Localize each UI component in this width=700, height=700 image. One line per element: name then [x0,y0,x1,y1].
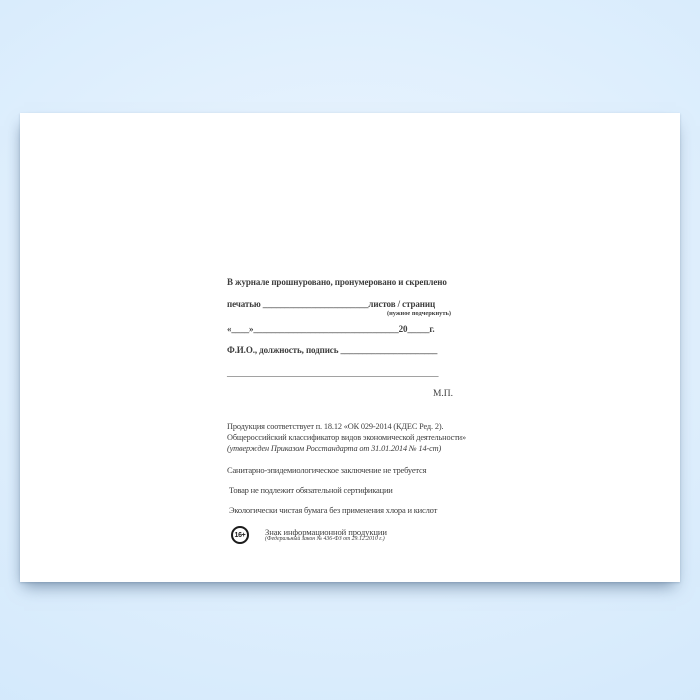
eco-paper-line: Экологически чистая бумага без применения хлора и кислот [229,505,438,515]
underline-as-needed-note: (нужное подчеркнуть) [387,310,451,317]
age-rating-text: 16+ [234,531,246,539]
binding-statement-line: В журнале прошнуровано, пронумеровано и скреплено [227,277,447,287]
name-position-signature-line: Ф.И.О., должность, подпись ______________________ [227,345,438,355]
certification-line: Товар не подлежит обязательной сертификации [229,485,393,495]
age-rating-16plus-icon [231,526,249,544]
information-product-mark-label: Знак информационной продукции [265,527,387,537]
stamp-place-label: М.П. [432,389,453,399]
federal-law-reference: (Федеральный закон № 436-ФЗ от 29.12.2010 г.) [265,536,385,542]
compliance-line-2: Общероссийский классификатор видов экономической деятельности» [227,432,466,442]
seal-sheets-pages-line: печатью ________________________листов / страниц [227,299,436,309]
sanitary-conclusion-line: Санитарно-эпидемиологическое заключение не требуется [227,465,427,475]
date-fill-line: «____»_________________________________20_____г. [227,324,435,334]
product-compliance-paragraph [227,422,466,454]
compliance-line-1: Продукция соответствует п. 18.12 «ОК 029-2014 (КДЕС Ред. 2). [227,422,444,431]
signature-blank-line: _______________________________________________ [227,368,439,378]
compliance-line-3: (утвержден Приказом Росстандарта от 31.01.2014 № 14-ст) [227,443,442,453]
journal-back-page [20,113,680,582]
